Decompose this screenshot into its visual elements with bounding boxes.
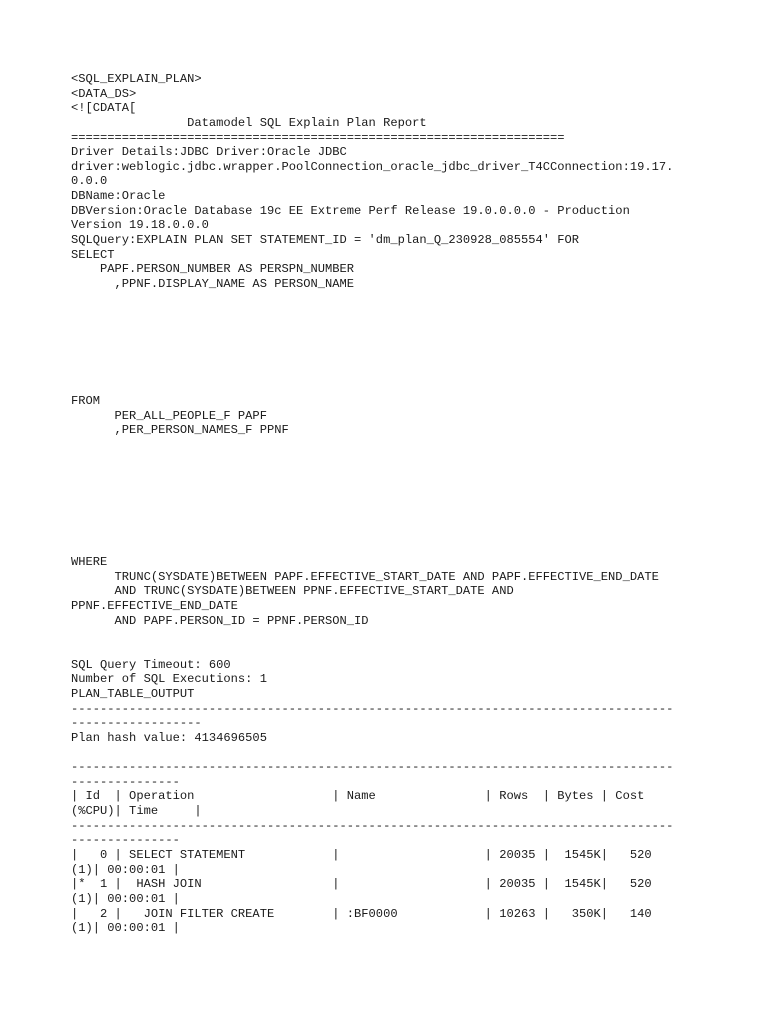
report-line: [71, 497, 711, 512]
report-line: [71, 541, 711, 556]
report-line: PLAN_TABLE_OUTPUT: [71, 686, 195, 701]
report-line: [71, 336, 711, 351]
report-line: Datamodel SQL Explain Plan Report: [71, 115, 427, 130]
report-line: | 2 | JOIN FILTER CREATE | :BF0000 | 10263 | 350K| 140: [71, 906, 652, 921]
report-line: [71, 628, 711, 643]
report-line: [71, 745, 711, 760]
report-line: ====================================================================: [71, 130, 565, 145]
report-line: PAPF.PERSON_NUMBER AS PERSPN_NUMBER: [71, 262, 355, 277]
report-line: DBVersion:Oracle Database 19c EE Extreme Perf Release 19.0.0.0.0 - Production: [71, 203, 630, 218]
report-line: ---------------: [71, 774, 180, 789]
report-line: ,PPNF.DISPLAY_NAME AS PERSON_NAME: [71, 276, 355, 291]
report-line: [71, 526, 711, 541]
report-line: Driver Details:JDBC Driver:Oracle JDBC: [71, 145, 347, 160]
report-line: <SQL_EXPLAIN_PLAN>: [71, 72, 202, 86]
report-line: (1)| 00:00:01 |: [71, 862, 180, 877]
report-line: [71, 467, 711, 482]
report-line: FROM: [71, 394, 101, 409]
report-line: <DATA_DS>: [71, 86, 137, 101]
report-line: [71, 643, 711, 658]
report-line: [71, 438, 711, 453]
report-line: [71, 379, 711, 394]
report-line: | 0 | SELECT STATEMENT | | 20035 | 1545K| 520: [71, 847, 652, 862]
report-line: (%CPU)| Time |: [71, 804, 202, 819]
report-line: |* 1 | HASH JOIN | | 20035 | 1545K| 520: [71, 877, 652, 892]
report-line: SELECT: [71, 247, 115, 262]
report-line: PER_ALL_PEOPLE_F PAPF: [71, 408, 267, 423]
report-line: SQLQuery:EXPLAIN PLAN SET STATEMENT_ID = 'dm_plan_Q_230928_085554' FOR: [71, 233, 580, 248]
report-line: Version 19.18.0.0.0: [71, 218, 209, 233]
report-line: [71, 511, 711, 526]
report-line: TRUNC(SYSDATE)BETWEEN PAPF.EFFECTIVE_START_DATE AND PAPF.EFFECTIVE_END_DATE: [71, 569, 659, 584]
report-line: -----------------------------------------------------------------------------------: [71, 818, 674, 833]
report-line: AND TRUNC(SYSDATE)BETWEEN PPNF.EFFECTIVE_START_DATE AND: [71, 584, 514, 599]
report-line: 0.0.0: [71, 174, 108, 189]
report-line: (1)| 00:00:01 |: [71, 891, 180, 906]
report-line: SQL Query Timeout: 600: [71, 657, 231, 672]
report-line: WHERE: [71, 555, 108, 570]
report-line: AND PAPF.PERSON_ID = PPNF.PERSON_ID: [71, 613, 369, 628]
report-line: [71, 292, 711, 307]
report-line: [71, 306, 711, 321]
report-line: Number of SQL Executions: 1: [71, 672, 267, 687]
report-line: -----------------------------------------------------------------------------------: [71, 760, 674, 775]
report-line: <![CDATA[: [71, 101, 137, 116]
report-line: [71, 453, 711, 468]
report-line: (1)| 00:00:01 |: [71, 921, 180, 936]
report-line: | Id | Operation | Name | Rows | Bytes | Cost: [71, 789, 645, 804]
report-line: driver:weblogic.jdbc.wrapper.PoolConnection_oracle_jdbc_driver_T4CConnection:19.17.: [71, 159, 674, 174]
report-line: ---------------: [71, 833, 180, 848]
report-line: DBName:Oracle: [71, 189, 166, 204]
report-line: ,PER_PERSON_NAMES_F PPNF: [71, 423, 289, 438]
report-line: Plan hash value: 4134696505: [71, 730, 267, 745]
report-line: ------------------: [71, 716, 202, 731]
report-line: -----------------------------------------------------------------------------------: [71, 701, 674, 716]
report-line: [71, 482, 711, 497]
report-line: [71, 321, 711, 336]
report-line: PPNF.EFFECTIVE_END_DATE: [71, 599, 238, 614]
explain-plan-report: [71, 72, 711, 936]
report-line: [71, 350, 711, 365]
report-line: [71, 365, 711, 380]
